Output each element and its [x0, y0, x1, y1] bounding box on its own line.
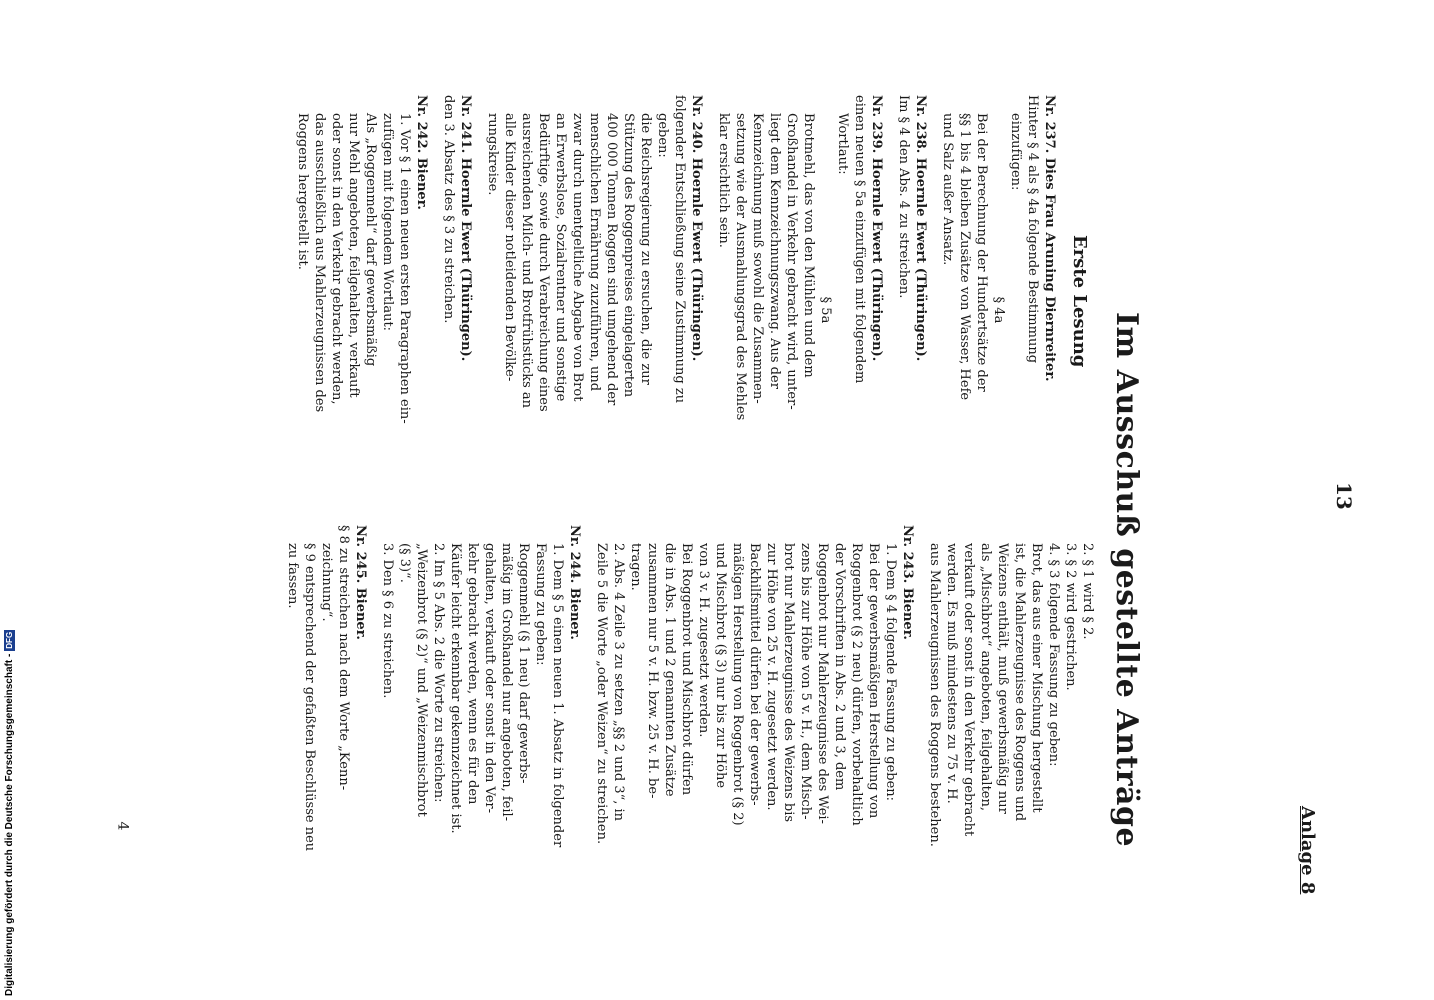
- motion-heading: Nr. 245. Biener.: [353, 525, 368, 640]
- motion-heading: Nr. 244. Biener.: [567, 525, 582, 640]
- digitization-text: Digitalisierung gefördert durch die Deutsche Forschungsgemeinschaft -: [4, 653, 15, 996]
- text-line: den 3. Absatz des § 3 zu streichen.: [441, 95, 456, 324]
- footer-mark: 4: [114, 821, 131, 831]
- text-line: die in Abs. 1 und 2 genannten Zusätze: [662, 543, 677, 797]
- text-line: 1. Dem § 5 einen neuen 1. Absatz in folgender: [550, 543, 565, 848]
- text-line: Großhandel in Verkehr gebracht wird, unter-: [784, 113, 799, 410]
- text-line: kehr gebracht werden, wenn es für den: [465, 543, 480, 805]
- digitization-note: [4, 630, 15, 996]
- text-line: verkauft oder sonst in den Verkehr gebracht: [961, 543, 976, 837]
- text-line: §§ 1 bis 4 bleiben Zusätze von Wasser, Hefe: [957, 113, 972, 401]
- motion-heading: Nr. 240. Hoernle Ewert (Thüringen).: [689, 95, 704, 362]
- text-line: und Mischbrot (§ 3) nur bis zur Höhe: [713, 543, 728, 789]
- text-line: die Reichsregierung zu ersuchen, die zur: [638, 113, 653, 385]
- text-line: Fassung zu geben:: [533, 543, 548, 666]
- text-line: menschlichen Ernährung zuzuführen, und: [587, 113, 602, 392]
- text-line: zwar durch unentgeltliche Abgabe von Brot: [570, 113, 585, 402]
- text-line: Bei Roggenbrot und Mischbrot dürfen: [679, 543, 694, 796]
- text-line: Bei der Berechnung der Hundertsätze der: [974, 113, 989, 392]
- motion-heading: Nr. 239. Hoernle Ewert (Thüringen).: [869, 95, 884, 362]
- left-column: [284, 95, 1058, 525]
- text-line: Zeile 5 die Worte „oder Weizen“ zu streichen.: [594, 543, 609, 845]
- motion-block: [379, 525, 583, 955]
- motion-block: [715, 95, 885, 525]
- motion-heading: Nr. 238. Hoernle Ewert (Thüringen).: [913, 95, 928, 362]
- text-line: Backhilfsmittel dürfen bei der gewerbs-: [747, 543, 762, 806]
- text-line: als „Mischbrot“ angeboten, feilgehalten,: [978, 543, 993, 811]
- text-line: „Weizenbrot (§ 2)“ und „Weizenmischbrot: [414, 543, 429, 817]
- text-line: zur Höhe von 25 v. H. zugesetzt werden.: [764, 543, 779, 811]
- text-line: ist, die Mahlerzeugnisse des Roggens und: [1012, 543, 1027, 822]
- text-line: mäßigen Herstellung von Roggenbrot (§ 2): [730, 543, 745, 826]
- text-line: § 5a: [818, 296, 833, 324]
- text-line: mäßig im Großhandel nur angeboten, feil-: [499, 543, 514, 822]
- text-line: folgender Entschließung seine Zustimmung zu: [672, 95, 687, 404]
- text-line: 400 000 Tonnen Roggen sind umgehend der: [604, 113, 619, 406]
- text-line: nur Mehl angeboten, feilgehalten, verkauft: [346, 113, 361, 398]
- text-line: 2. Abs. 4 Zeile 3 zu setzen „§§ 2 und 3“, in: [611, 543, 626, 822]
- text-line: 2. § 1 wird § 2.: [1080, 543, 1095, 640]
- text-line: Bei der gewerbsmäßigen Herstellung von: [866, 543, 881, 819]
- text-line: der Vorschriften in Abs. 2 und 3, dem: [832, 543, 847, 791]
- text-line: Roggenbrot (§ 2 neu) dürfen, vorbehaltlich: [849, 543, 864, 826]
- text-line: Brotmehl, das von den Mühlen und dem: [801, 113, 816, 378]
- text-line: 3. Den § 6 zu streichen.: [380, 543, 395, 699]
- text-line: alle Kinder dieser notleidenden Bevölke-: [502, 113, 517, 382]
- text-line: einen neuen § 5a einzufügen mit folgendem: [852, 95, 867, 384]
- motion-heading: Nr. 242. Biener.: [414, 95, 429, 210]
- motion-block: [484, 95, 705, 525]
- text-line: zufügen mit folgendem Wortlaut:: [380, 113, 395, 332]
- text-line: 1. Vor § 1 einen neuen ersten Paragraphen ein-: [397, 113, 412, 424]
- text-line: Brot, das aus einer Mischung hergestellt: [1029, 543, 1044, 813]
- text-line: 1. Dem § 4 folgende Fassung zu geben:: [883, 543, 898, 802]
- text-line: (§ 3)“.: [397, 543, 412, 583]
- text-line: rungskreise.: [485, 113, 500, 196]
- text-line: zu fassen.: [285, 543, 300, 609]
- motion-block: [440, 95, 474, 525]
- text-line: § 8 zu streichen nach dem Worte „Kenn-: [336, 525, 351, 791]
- motion-block: [939, 95, 1058, 525]
- text-line: aus Mahlerzeugnissen des Roggens bestehen.: [927, 543, 942, 847]
- text-line: zeichnung“.: [319, 543, 334, 622]
- text-line: Als „Roggenmehl“ darf gewerbsmäßig: [363, 113, 378, 367]
- text-line: von 3 v. H. zugesetzt werden.: [696, 543, 711, 738]
- motion-block: [593, 525, 916, 955]
- right-column: [274, 525, 1096, 955]
- text-line: tragen.: [628, 543, 643, 591]
- text-line: Stützung des Roggenpreises eingelagerten: [621, 113, 636, 398]
- text-line: ausreichenden Milch- und Brotfrühstücks an: [519, 113, 534, 409]
- text-line: § 9 entsprechend der gefaßten Beschlüsse neu: [302, 543, 317, 852]
- text-line: Roggenmehl (§ 1 neu) darf gewerbs-: [516, 543, 531, 784]
- text-line: Hinter § 4 als § 4a folgende Bestimmung: [1025, 95, 1040, 364]
- section-subtitle: Erste Lesung: [1069, 235, 1090, 368]
- text-line: geben:: [655, 113, 670, 158]
- text-line: Roggenbrot nur Mahlerzeugnisse des Wei-: [815, 543, 830, 824]
- text-line: Kennzeichnung muß sowohl die Zusammen-: [750, 113, 765, 404]
- motion-heading: Nr. 237. Dies Frau Aruning Diernreiter.: [1042, 95, 1057, 382]
- motion-block: [895, 95, 929, 525]
- text-line: setzung wie der Ausmahlungsgrad des Mehles: [733, 113, 748, 421]
- motion-block: [294, 95, 430, 525]
- text-line: Käufer leicht erkennbar gekennzeichnet ist.: [448, 543, 463, 834]
- text-line: oder sonst in den Verkehr gebracht werden,: [329, 113, 344, 405]
- text-line: Wortlaut:: [835, 113, 850, 175]
- text-line: an Erwerbslose, Sozialrentner und sonstige: [553, 113, 568, 402]
- motion-heading: Nr. 243. Biener.: [900, 525, 915, 640]
- dfg-logo: DFG: [5, 631, 14, 649]
- anlage-label: Anlage 8: [1297, 806, 1318, 895]
- text-line: 3. § 2 wird gestrichen.: [1063, 543, 1078, 691]
- motion-heading: Nr. 241. Hoernle Ewert (Thüringen).: [458, 95, 473, 362]
- motion-block: [926, 525, 1096, 955]
- text-line: einzufügen:: [1008, 113, 1023, 191]
- text-line: 4. § 3 folgende Fassung zu geben:: [1046, 543, 1061, 767]
- text-line: Im § 4 den Abs. 4 zu streichen.: [896, 95, 911, 299]
- text-line: werden. Es muß mindestens zu 75 v. H.: [944, 543, 959, 804]
- text-line: Bedürftige, sowie durch Verabreichung eines: [536, 113, 551, 412]
- text-line: und Salz außer Ansatz.: [940, 113, 955, 266]
- text-line: Roggens hergestellt ist.: [295, 113, 310, 270]
- text-line: zusammen nur 5 v. H. bzw. 25 v. H. be-: [645, 543, 660, 799]
- text-line: das ausschließlich aus Mahlerzeugnissen des: [312, 113, 327, 413]
- text-line: Weizens enthält, muß gewerbsmäßig nur: [995, 543, 1010, 814]
- text-line: brot nur Mahlerzeugnisse des Weizens bis: [781, 543, 796, 823]
- text-line: § 4a: [991, 296, 1006, 324]
- text-line: klar ersichtlich sein.: [716, 113, 731, 248]
- text-line: liegt dem Kennzeichnungszwang. Aus der: [767, 113, 782, 389]
- text-line: 2. Im § 5 Abs. 2 die Worte zu streichen:: [431, 543, 446, 803]
- motion-block: [284, 525, 369, 955]
- text-line: gehalten, verkauft oder sonst in den Ver-: [482, 543, 497, 814]
- text-line: zens bis zur Höhe von 5 v. H., dem Misch-: [798, 543, 813, 820]
- document-title: Im Ausschuß gestellte Anträge: [1109, 312, 1144, 848]
- page-number: 13: [1332, 482, 1356, 510]
